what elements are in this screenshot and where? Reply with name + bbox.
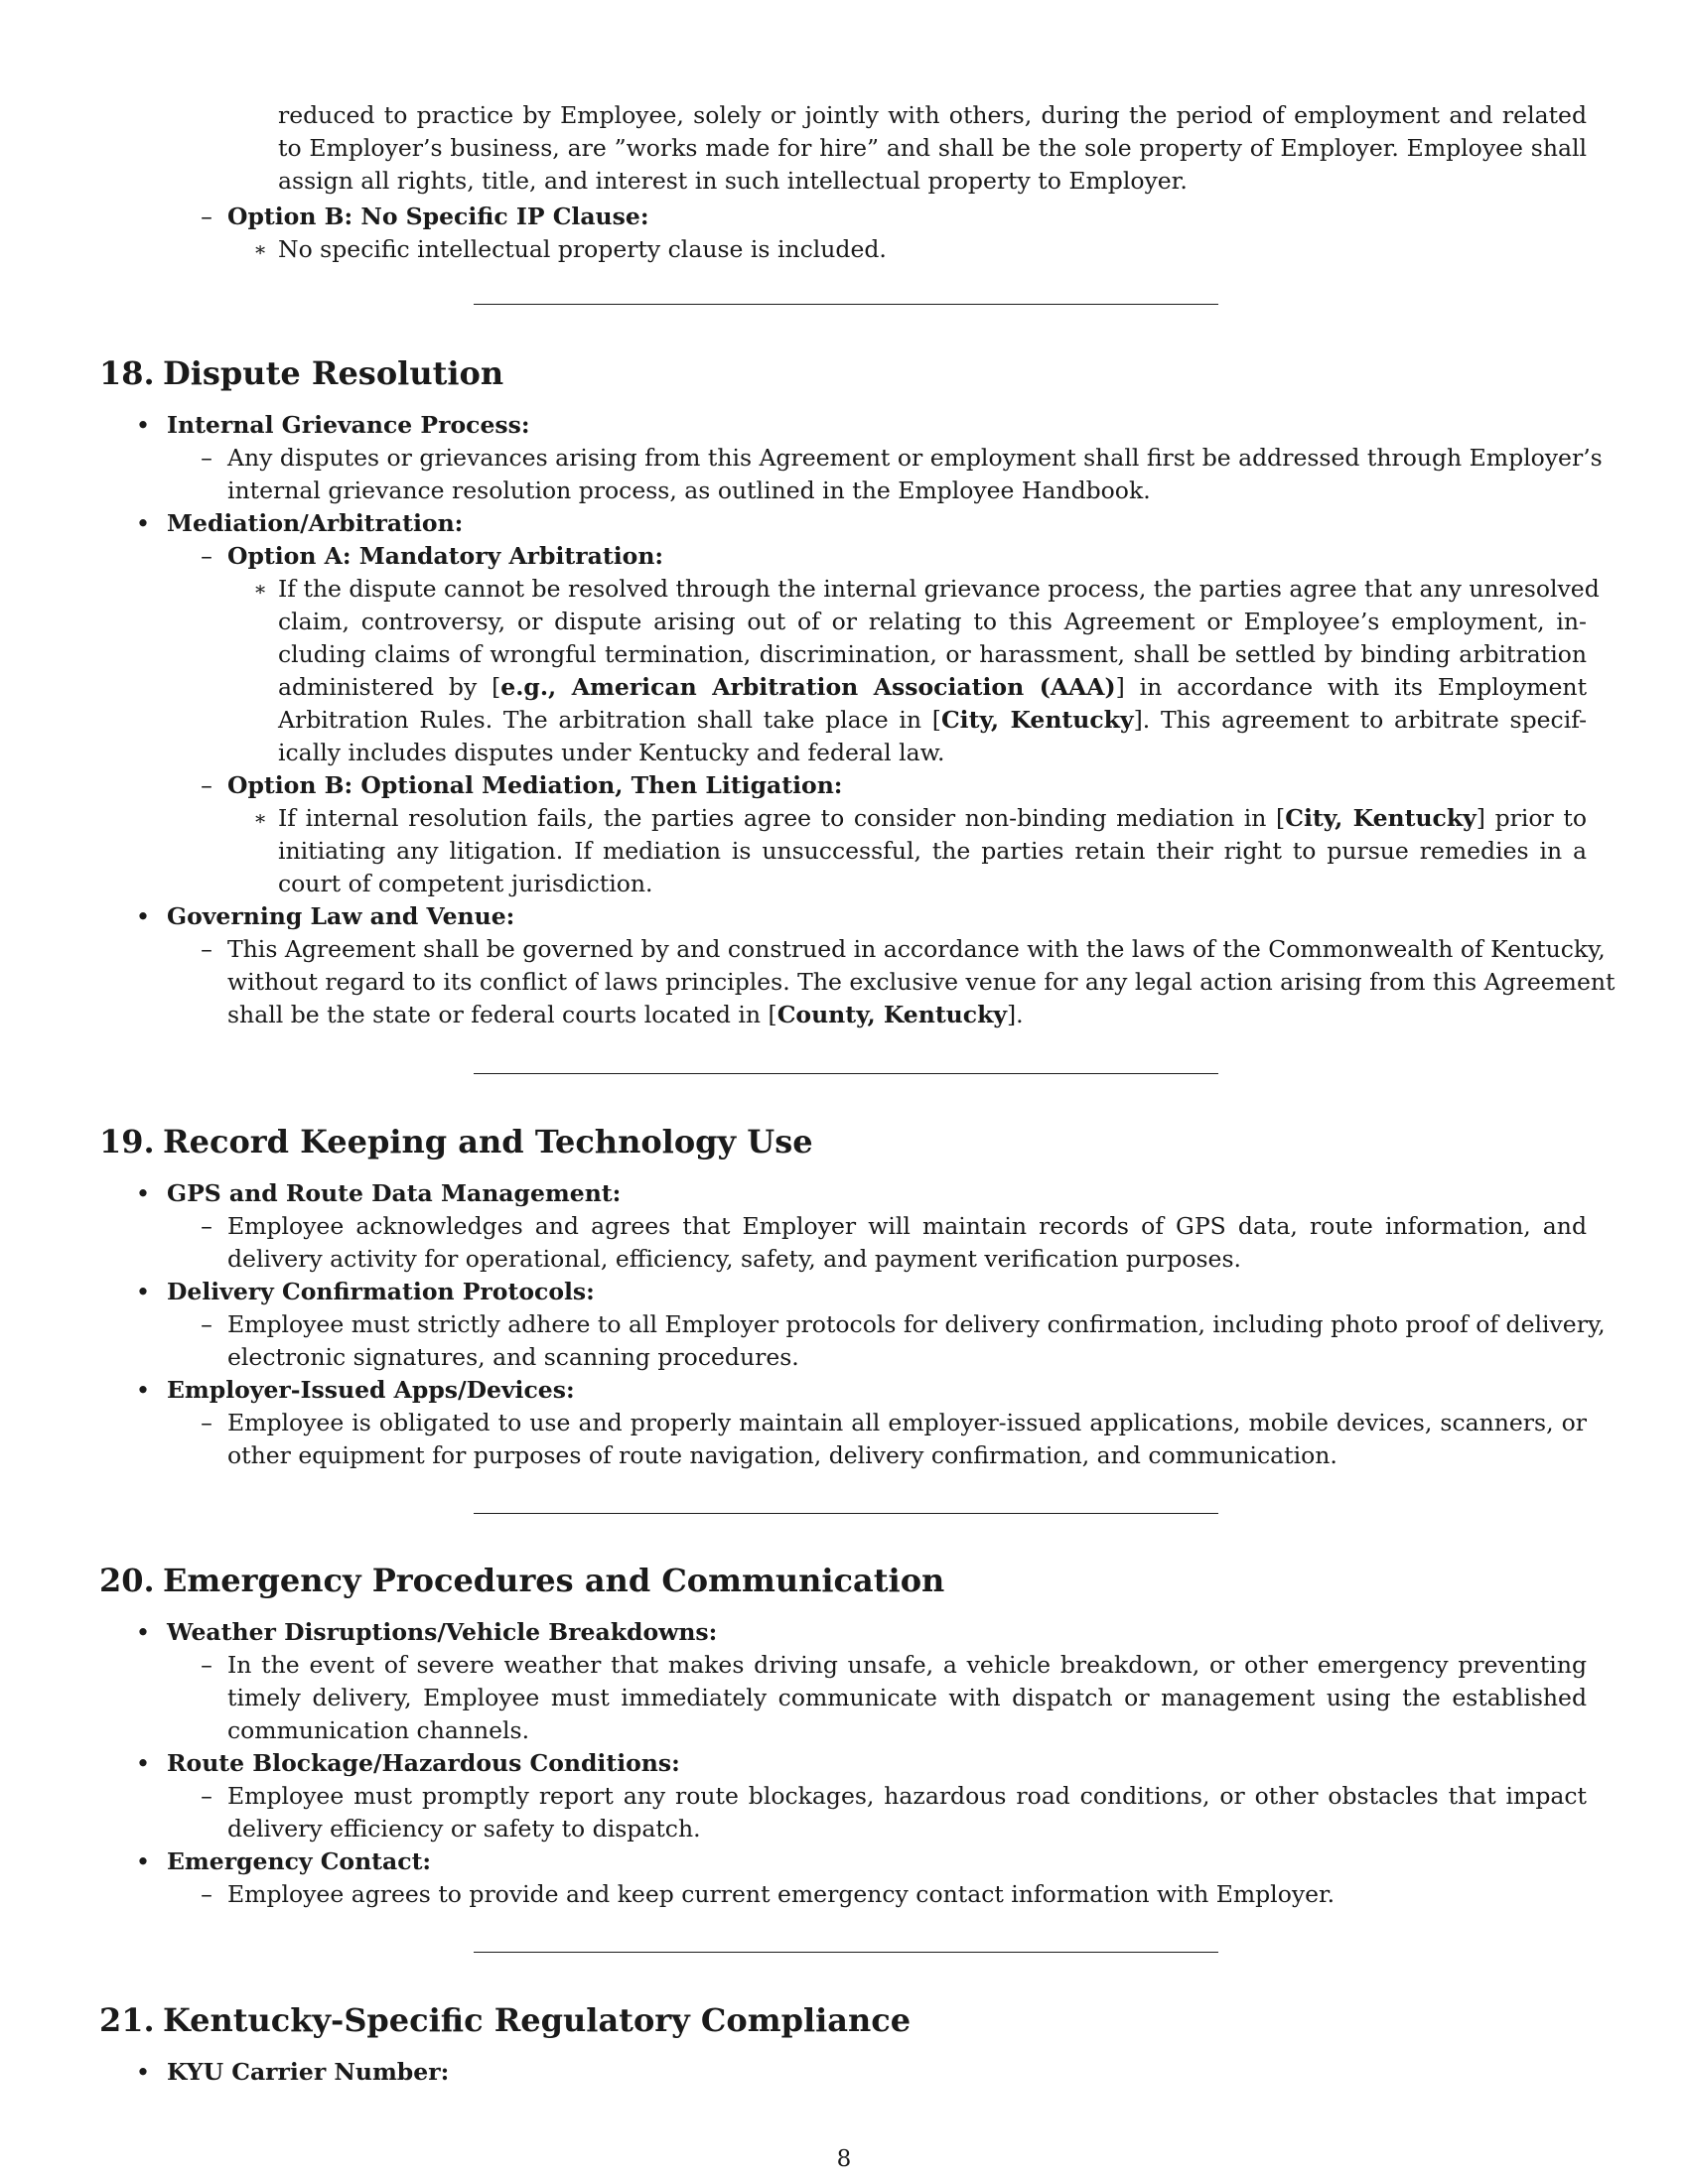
grievance-text-line: Any disputes or grievances arising from this Agreement or employment shall first be addressed through Employer’s <box>227 444 1603 472</box>
governing-law-title: Governing Law and Venue: <box>167 902 515 930</box>
kyu-carrier-title: KYU Carrier Number: <box>167 2058 450 2086</box>
option-b-title: Option B: Optional Mediation, Then Litigation: <box>227 771 843 799</box>
section-divider <box>474 304 1218 305</box>
section-number: 19. <box>99 1123 155 1160</box>
section-title: Kentucky-Specific Regulatory Compliance <box>163 2001 912 2039</box>
section-18-heading <box>99 353 503 393</box>
delivery-confirmation-line: electronic signatures, and scanning procedures. <box>227 1343 799 1371</box>
route-blockage-title: Route Blockage/Hazardous Conditions: <box>167 1749 680 1777</box>
dash-marker: – <box>201 1310 212 1338</box>
option-a-line: ically includes disputes under Kentucky and federal law. <box>278 739 945 766</box>
employer-apps-title: Employer-Issued Apps/Devices: <box>167 1376 575 1404</box>
section-20-heading <box>99 1561 944 1600</box>
dash-marker: – <box>201 1651 212 1679</box>
grievance-title: Internal Grievance Process: <box>167 411 530 439</box>
dash-marker: – <box>201 771 212 799</box>
section-title: Record Keeping and Technology Use <box>163 1123 813 1160</box>
employer-apps-line: Employee is obligated to use and properly maintain all employer-issued applications, mobile devices, scanners, or <box>227 1409 1587 1436</box>
option-b-line: initiating any litigation. If mediation is unsuccessful, the parties retain their right to pursue remedies in a <box>278 837 1587 865</box>
dash-marker: – <box>201 444 212 472</box>
dash-marker: – <box>201 542 212 570</box>
section-title: Dispute Resolution <box>163 354 504 392</box>
bullet-marker: • <box>135 1179 151 1208</box>
weather-text-line: In the event of severe weather that makes driving unsafe, a vehicle breakdown, or other emergency preventing <box>227 1651 1587 1679</box>
governing-law-line: shall be the state or federal courts located in [County, Kentucky]. <box>227 1001 1024 1028</box>
dash-marker: – <box>201 935 212 963</box>
governing-law-line: without regard to its conflict of laws principles. The exclusive venue for any legal action arising from this Agreement <box>227 968 1616 996</box>
weather-text-line: communication channels. <box>227 1716 530 1744</box>
bullet-marker: • <box>135 902 151 931</box>
bullet-marker: • <box>135 1376 151 1405</box>
governing-law-line: This Agreement shall be governed by and construed in accordance with the laws of the Commonwealth of Kentucky, <box>227 935 1606 963</box>
option-b-line: If internal resolution fails, the parties agree to consider non-binding mediation in [City, Kentucky] prior to <box>278 804 1588 832</box>
option-a-line: administered by [e.g., American Arbitration Association (AAA)] in accordance with its Employment <box>278 673 1588 701</box>
grievance-text-line: internal grievance resolution process, as outlined in the Employee Handbook. <box>227 477 1151 504</box>
option-a-line: cluding claims of wrongful termination, discrimination, or harassment, shall be settled by binding arbitration <box>278 640 1587 668</box>
ip-clause-line: assign all rights, title, and interest in such intellectual property to Employer. <box>278 167 1188 195</box>
dash-marker: – <box>201 1409 212 1436</box>
page-number: 8 <box>836 2146 852 2172</box>
emergency-contact-title: Emergency Contact: <box>167 1847 432 1875</box>
delivery-confirmation-line: Employee must strictly adhere to all Employer protocols for delivery confirmation, including photo proof of delivery, <box>227 1310 1606 1338</box>
bullet-marker: • <box>135 509 151 538</box>
section-divider <box>474 1073 1218 1074</box>
weather-text-line: timely delivery, Employee must immediately communicate with dispatch or management using the established <box>227 1684 1587 1711</box>
gps-title: GPS and Route Data Management: <box>167 1179 622 1207</box>
bullet-marker: • <box>135 411 151 440</box>
option-a-line: Arbitration Rules. The arbitration shall take place in [City, Kentucky]. This agreement to arbitrate specif- <box>278 706 1588 734</box>
dash-marker: – <box>201 1880 212 1908</box>
section-title: Emergency Procedures and Communication <box>163 1562 945 1599</box>
option-b-ip-text: No specific intellectual property clause is included. <box>278 235 887 263</box>
dash-marker: – <box>201 1212 212 1240</box>
section-number: 18. <box>99 354 155 392</box>
emergency-contact-line: Employee agrees to provide and keep current emergency contact information with Employer. <box>227 1880 1336 1908</box>
section-number: 21. <box>99 2001 155 2039</box>
ip-clause-line: to Employer’s business, are ”works made for hire” and shall be the sole property of Employer. Employee shall <box>278 134 1587 162</box>
section-divider <box>474 1952 1218 1953</box>
section-19-heading <box>99 1122 813 1161</box>
route-blockage-line: delivery efficiency or safety to dispatch. <box>227 1815 701 1843</box>
bullet-marker: • <box>135 1278 151 1306</box>
bullet-marker: • <box>135 1847 151 1876</box>
employer-apps-line: other equipment for purposes of route navigation, delivery confirmation, and communication. <box>227 1441 1337 1469</box>
ip-clause-line: reduced to practice by Employee, solely or jointly with others, during the period of employment and related <box>278 101 1587 129</box>
section-21-heading <box>99 2000 911 2040</box>
gps-text-line: Employee acknowledges and agrees that Employer will maintain records of GPS data, route information, and <box>227 1212 1587 1240</box>
bullet-marker: • <box>135 1749 151 1778</box>
section-divider <box>474 1513 1218 1514</box>
dash-marker: – <box>201 203 212 230</box>
mediation-title: Mediation/Arbitration: <box>167 509 464 537</box>
asterisk-marker: ∗ <box>253 806 267 830</box>
bullet-marker: • <box>135 1618 151 1647</box>
option-a-title: Option A: Mandatory Arbitration: <box>227 542 664 570</box>
dash-marker: – <box>201 1782 212 1810</box>
route-blockage-line: Employee must promptly report any route blockages, hazardous road conditions, or other obstacles that impact <box>227 1782 1587 1810</box>
asterisk-marker: ∗ <box>253 237 267 261</box>
section-number: 20. <box>99 1562 155 1599</box>
option-a-line: If the dispute cannot be resolved through the internal grievance process, the parties agree that any unresolved <box>278 575 1600 603</box>
option-a-line: claim, controversy, or dispute arising out of or relating to this Agreement or Employee’s employment, in- <box>278 608 1587 635</box>
bullet-marker: • <box>135 2058 151 2087</box>
option-b-ip-title: Option B: No Specific IP Clause: <box>227 203 649 230</box>
gps-text-line: delivery activity for operational, efficiency, safety, and payment verification purposes. <box>227 1245 1241 1273</box>
weather-title: Weather Disruptions/Vehicle Breakdowns: <box>167 1618 718 1646</box>
delivery-confirmation-title: Delivery Confirmation Protocols: <box>167 1278 595 1305</box>
asterisk-marker: ∗ <box>253 577 267 601</box>
option-b-line: court of competent jurisdiction. <box>278 870 653 897</box>
